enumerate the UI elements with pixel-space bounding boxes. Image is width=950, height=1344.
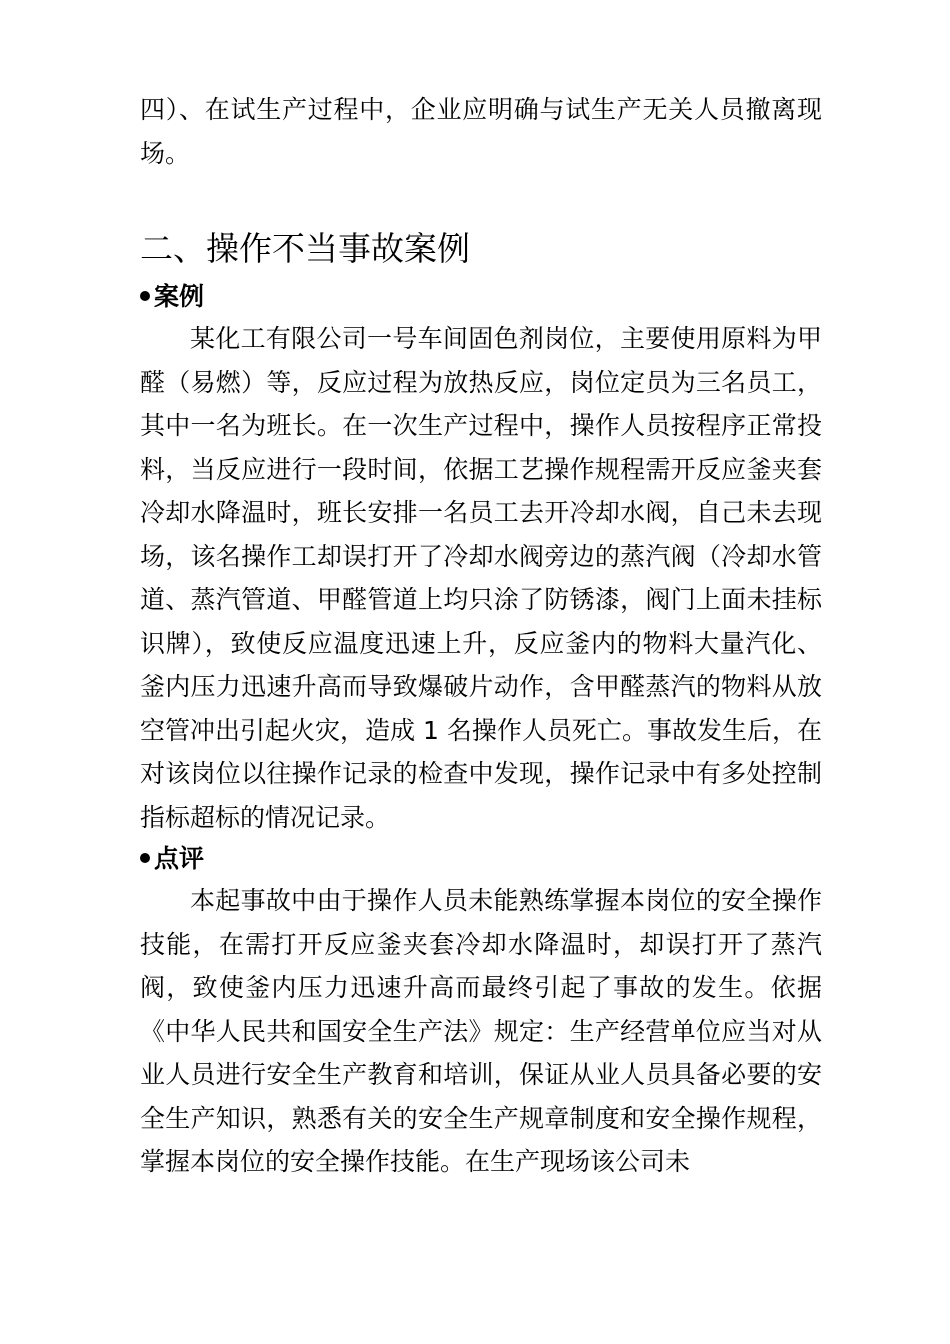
document-page [140, 88, 822, 1184]
bullet-icon [140, 853, 150, 863]
case-heading [140, 277, 822, 317]
review-paragraph: 本起事故中由于操作人员未能熟练掌握本岗位的安全操作技能，在需打开反应釜夹套冷却水降温时，却误打开了蒸汽阀，致使釜内压力迅速升高而最终引起了事故的发生。依据《中华人民共和国安全生产法》规定：生产经营单位应当对从业人员进行安全生产教育和培训，保证从业人员具备必要的安全生产知识，熟悉有关的安全生产规章制度和安全操作规程，掌握本岗位的安全操作技能。在生产现场该公司未 [140, 886, 822, 1176]
intro-paragraph: 四）、在试生产过程中，企业应明确与试生产无关人员撤离现场。 [140, 95, 822, 168]
review-heading-label: 点评 [154, 844, 205, 873]
section-title: 二、操作不当事故案例 [140, 229, 470, 268]
bullet-icon [140, 291, 150, 301]
review-heading [140, 839, 822, 879]
case-heading-label: 案例 [154, 282, 205, 311]
case-paragraph: 某化工有限公司一号车间固色剂岗位，主要使用原料为甲醛（易燃）等，反应过程为放热反应，岗位定员为三名员工，其中一名为班长。在一次生产过程中，操作人员按程序正常投料，当反应进行一段时间，依据工艺操作规程需开反应釜夹套冷却水降温时，班长安排一名员工去开冷却水阀，自己未去现场，该名操作工却误打开了冷却水阀旁边的蒸汽阀（冷却水管道、蒸汽管道、甲醛管道上均只涂了防锈漆，阀门上面未挂标识牌），致使反应温度迅速上升，反应釜内的物料大量汽化、釜内压力迅速升高而导致爆破片动作，含甲醛蒸汽的物料从放空管冲出引起火灾，造成 1 名操作人员死亡。事故发生后，在对该岗位以往操作记录的检查中发现，操作记录中有多处控制指标超标的情况记录。 [140, 324, 822, 832]
